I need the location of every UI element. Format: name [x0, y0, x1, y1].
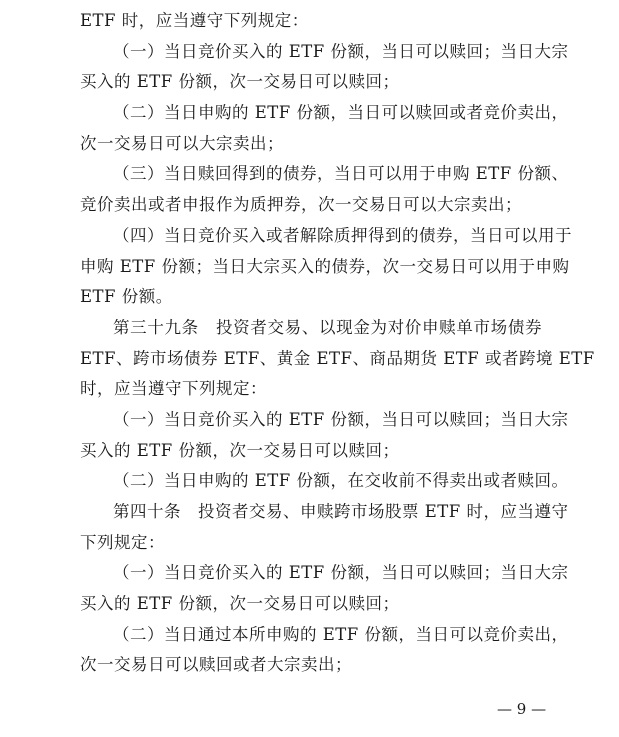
text-line: （二）当日申购的 ETF 份额，在交收前不得卖出或者赎回。	[113, 471, 569, 491]
text-line: （二）当日通过本所申购的 ETF 份额，当日可以竞价卖出，	[113, 624, 569, 644]
text-line: 下列规定：	[80, 532, 165, 552]
text-line: 申购 ETF 份额；当日大宗买入的债券，次一交易日可以用于申购	[80, 256, 570, 276]
text-line: （一）当日竞价买入的 ETF 份额，当日可以赎回；当日大宗	[113, 563, 569, 583]
text-line: 第四十条 投资者交易、申赎跨市场股票 ETF 时，应当遵守	[113, 502, 569, 521]
text-line: 次一交易日可以赎回或者大宗卖出；	[80, 655, 352, 675]
text-line: ETF 时，应当遵守下列规定：	[80, 11, 309, 30]
text-line: 买入的 ETF 份额，次一交易日可以赎回；	[80, 594, 400, 614]
text-line: 次一交易日可以大宗卖出；	[80, 133, 284, 153]
page-number: — 9 —	[497, 700, 547, 718]
document-body	[80, 6, 595, 681]
text-line: 买入的 ETF 份额，次一交易日可以赎回；	[80, 72, 400, 92]
text-line: 时，应当遵守下列规定：	[80, 379, 267, 399]
text-line: 买入的 ETF 份额，次一交易日可以赎回；	[80, 440, 400, 460]
text-line: ETF、跨市场债券 ETF、黄金 ETF、商品期货 ETF 或者跨境 ETF	[80, 348, 595, 368]
text-line: 竞价卖出或者申报作为质押券，次一交易日可以大宗卖出；	[80, 195, 522, 215]
text-line: （三）当日赎回得到的债券，当日可以用于申购 ETF 份额、	[113, 164, 569, 184]
text-line: ETF 份额。	[80, 287, 173, 307]
text-line: （二）当日申购的 ETF 份额，当日可以赎回或者竞价卖出，	[113, 103, 569, 123]
text-line: 第三十九条 投资者交易、以现金为对价申赎单市场债券	[113, 317, 542, 337]
text-line: （一）当日竞价买入的 ETF 份额，当日可以赎回；当日大宗	[113, 409, 569, 429]
text-line: （四）当日竞价买入或者解除质押得到的债券，当日可以用于	[113, 225, 572, 245]
text-line: （一）当日竞价买入的 ETF 份额，当日可以赎回；当日大宗	[113, 41, 569, 61]
